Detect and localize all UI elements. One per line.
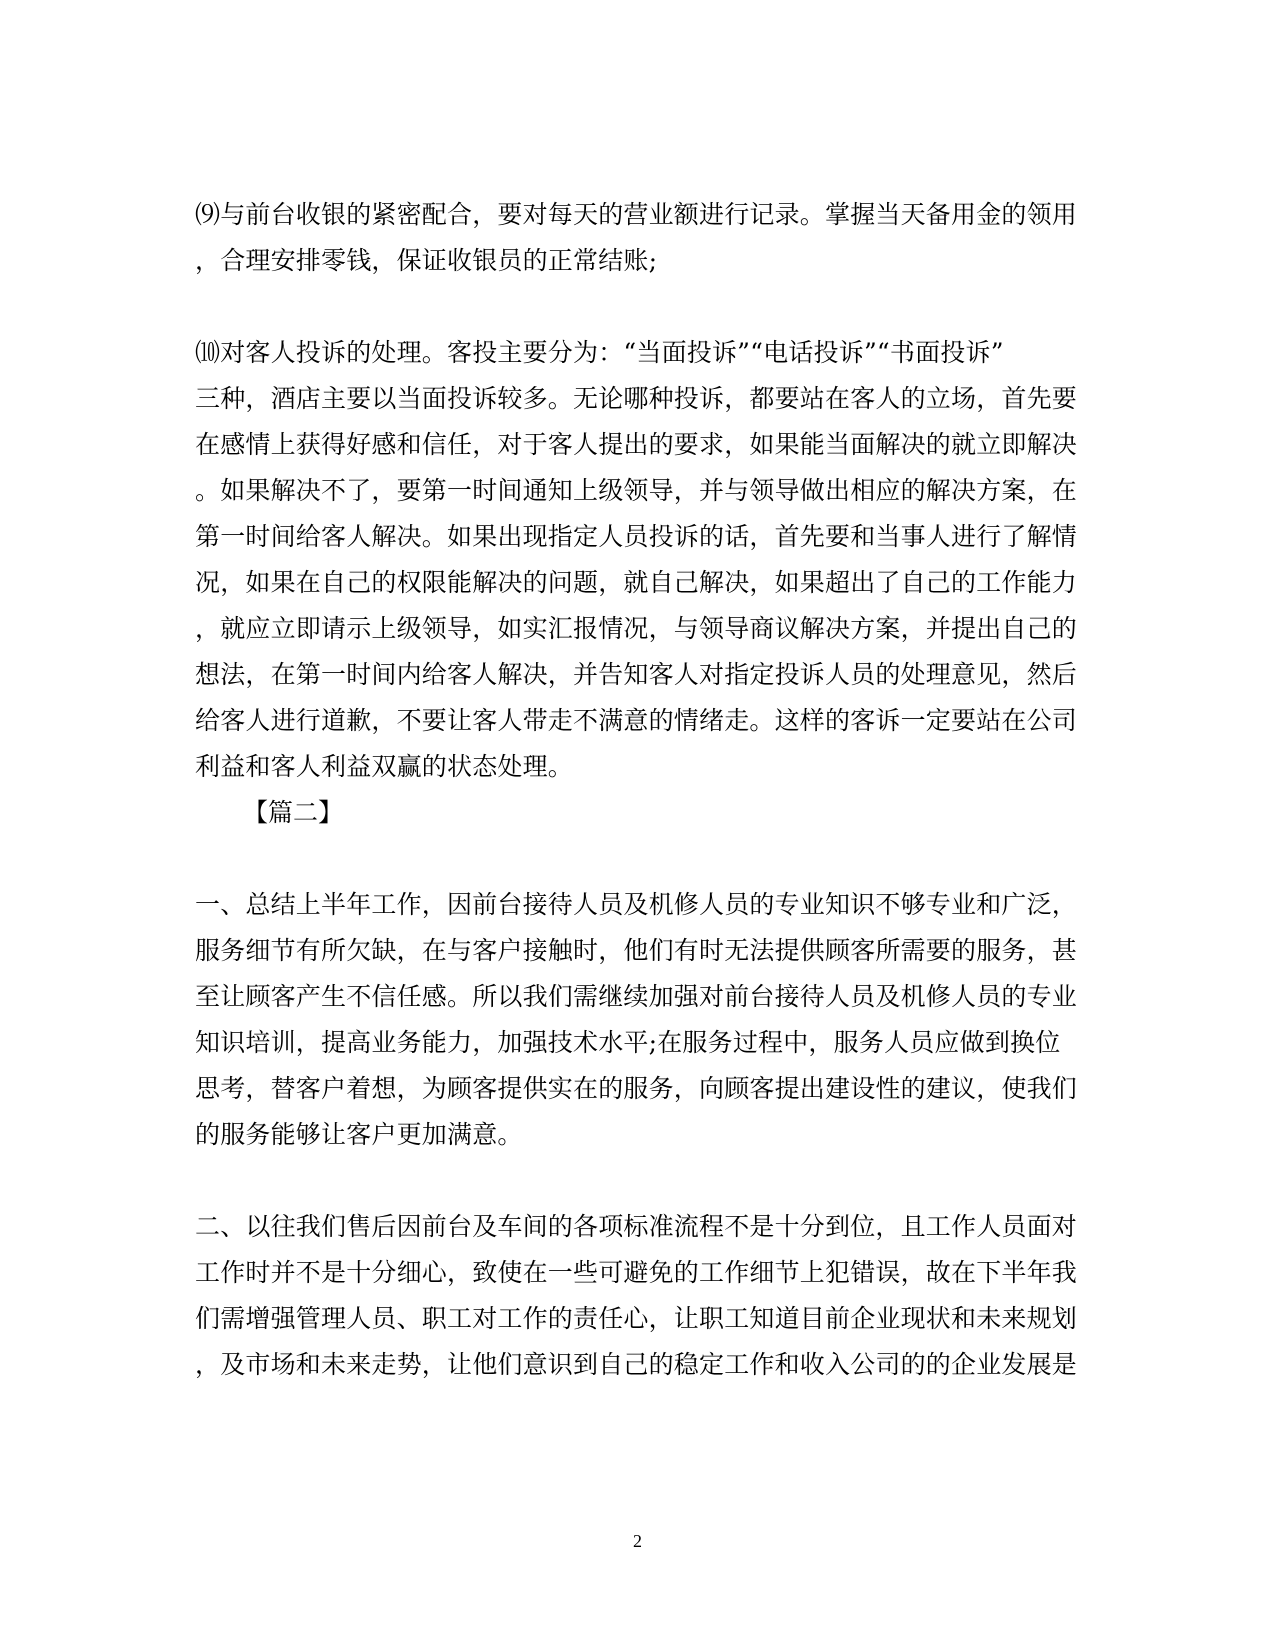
text-line: 况，如果在自己的权限能解决的问题，就自己解决，如果超出了自己的工作能力 [195, 568, 1078, 597]
text-line: 。如果解决不了，要第一时间通知上级领导，并与领导做出相应的解决方案，在 [195, 476, 1078, 505]
text-line: 服务细节有所欠缺，在与客户接触时，他们有时无法提供顾客所需要的服务，甚 [195, 936, 1078, 965]
text-line: ⑼与前台收银的紧密配合，要对每天的营业额进行记录。掌握当天备用金的领用 [195, 200, 1078, 229]
text-line: ⑽对客人投诉的处理。客投主要分为：“当面投诉”“电话投诉”“书面投诉” [195, 338, 1004, 367]
text-line: 利益和客人利益双赢的状态处理。 [195, 752, 574, 781]
section-heading: 【篇二】 [243, 798, 344, 827]
text-line: 工作时并不是十分细心，致使在一些可避免的工作细节上犯错误，故在下半年我 [195, 1258, 1078, 1287]
text-line: 二、以往我们售后因前台及车间的各项标准流程不是十分到位，且工作人员面对 [195, 1212, 1078, 1241]
text-line: 们需增强管理人员、职工对工作的责任心，让职工知道目前企业现状和未来规划 [195, 1304, 1078, 1333]
text-line: ，合理安排零钱，保证收银员的正常结账; [195, 246, 658, 275]
text-line: 在感情上获得好感和信任，对于客人提出的要求，如果能当面解决的就立即解决 [195, 430, 1078, 459]
text-line: 思考，替客户着想，为顾客提供实在的服务，向顾客提出建设性的建议，使我们 [195, 1074, 1078, 1103]
text-line: 一、总结上半年工作，因前台接待人员及机修人员的专业知识不够专业和广泛， [195, 890, 1078, 919]
text-line: 至让顾客产生不信任感。所以我们需继续加强对前台接待人员及机修人员的专业 [195, 982, 1078, 1011]
text-line: 给客人进行道歉，不要让客人带走不满意的情绪走。这样的客诉一定要站在公司 [195, 706, 1078, 735]
page-number: 2 [633, 1531, 642, 1551]
text-line: 的服务能够让客户更加满意。 [195, 1120, 523, 1149]
text-line: ，及市场和未来走势，让他们意识到自己的稳定工作和收入公司的的企业发展是 [195, 1350, 1078, 1379]
text-line: 想法，在第一时间内给客人解决，并告知客人对指定投诉人员的处理意见，然后 [195, 660, 1078, 689]
text-line: 第一时间给客人解决。如果出现指定人员投诉的话，首先要和当事人进行了解情 [195, 522, 1078, 551]
text-line: ，就应立即请示上级领导，如实汇报情况，与领导商议解决方案，并提出自己的 [195, 614, 1078, 643]
text-line: 三种，酒店主要以当面投诉较多。无论哪种投诉，都要站在客人的立场，首先要 [195, 384, 1078, 413]
text-line: 知识培训，提高业务能力，加强技术水平;在服务过程中，服务人员应做到换位 [195, 1028, 1061, 1057]
